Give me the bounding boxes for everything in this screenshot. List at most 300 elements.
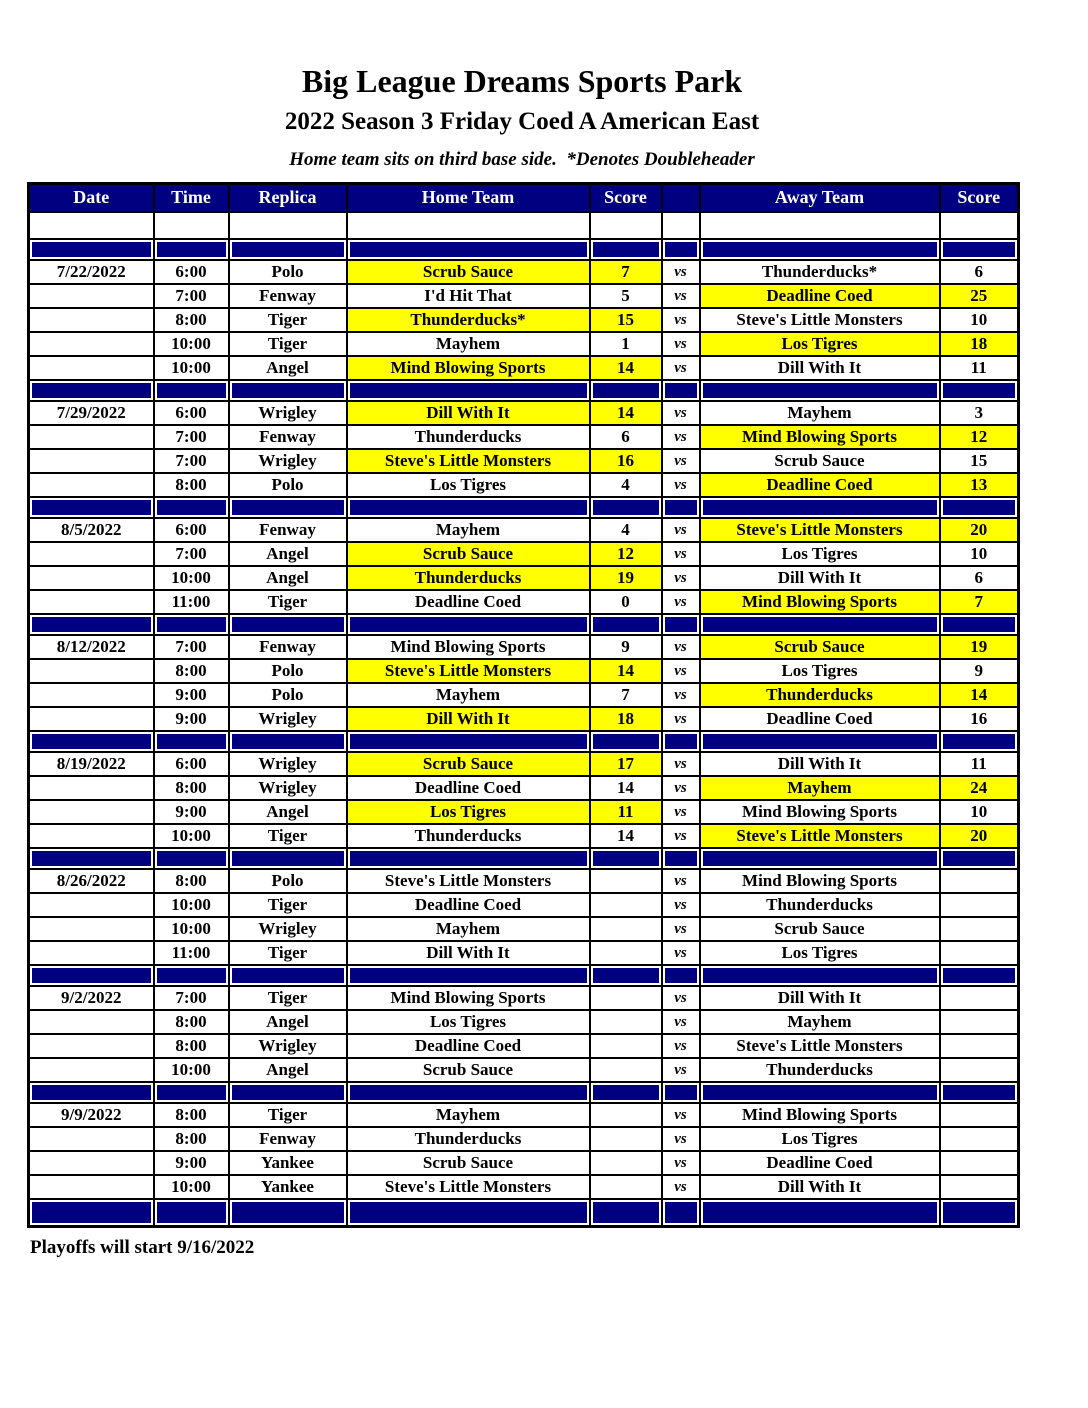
away-score-cell: 10	[940, 308, 1019, 332]
separator-cell	[940, 965, 1019, 986]
away-team-cell: Thunderducks	[700, 893, 940, 917]
home-score-cell: 14	[590, 776, 662, 800]
vs-label: vs	[662, 635, 700, 659]
away-score-cell	[940, 986, 1019, 1010]
home-team-cell: Scrub Sauce	[347, 1151, 590, 1175]
vs-label: vs	[662, 941, 700, 965]
separator-row	[29, 1199, 1019, 1226]
home-score-cell: 15	[590, 308, 662, 332]
home-team-cell: Thunderducks	[347, 824, 590, 848]
away-score-cell: 6	[940, 566, 1019, 590]
game-row	[29, 800, 1019, 824]
vs-label: vs	[662, 824, 700, 848]
replica-cell: Angel	[229, 1010, 347, 1034]
replica-cell: Fenway	[229, 425, 347, 449]
time-cell: 7:00	[154, 635, 229, 659]
home-team-cell: Scrub Sauce	[347, 542, 590, 566]
away-score-cell	[940, 941, 1019, 965]
away-score-cell	[940, 1151, 1019, 1175]
game-row	[29, 401, 1019, 425]
game-row	[29, 1127, 1019, 1151]
separator-row	[29, 731, 1019, 752]
home-team-cell: Deadline Coed	[347, 776, 590, 800]
replica-cell: Tiger	[229, 332, 347, 356]
replica-cell: Tiger	[229, 986, 347, 1010]
vs-label: vs	[662, 1103, 700, 1127]
home-score-cell: 14	[590, 401, 662, 425]
home-score-cell	[590, 1034, 662, 1058]
time-cell: 6:00	[154, 518, 229, 542]
schedule-table-body	[29, 212, 1019, 1226]
home-score-cell: 7	[590, 683, 662, 707]
time-cell: 10:00	[154, 893, 229, 917]
separator-row	[29, 965, 1019, 986]
separator-cell	[29, 239, 154, 260]
game-row	[29, 869, 1019, 893]
away-team-cell: Deadline Coed	[700, 284, 940, 308]
separator-cell	[940, 731, 1019, 752]
away-score-cell: 10	[940, 542, 1019, 566]
date-cell	[29, 659, 154, 683]
vs-label: vs	[662, 1034, 700, 1058]
replica-cell: Wrigley	[229, 449, 347, 473]
separator-cell	[229, 731, 347, 752]
separator-cell	[940, 239, 1019, 260]
date-cell	[29, 308, 154, 332]
date-cell	[29, 542, 154, 566]
date-cell	[29, 356, 154, 380]
replica-cell: Tiger	[229, 1103, 347, 1127]
away-score-cell: 24	[940, 776, 1019, 800]
separator-cell	[347, 965, 590, 986]
game-row	[29, 356, 1019, 380]
separator-row	[29, 614, 1019, 635]
date-cell: 8/26/2022	[29, 869, 154, 893]
away-score-cell: 12	[940, 425, 1019, 449]
time-cell: 10:00	[154, 917, 229, 941]
replica-cell: Wrigley	[229, 776, 347, 800]
column-header-time: Time	[154, 183, 229, 212]
replica-cell: Wrigley	[229, 707, 347, 731]
away-team-cell: Steve's Little Monsters	[700, 518, 940, 542]
vs-label: vs	[662, 1175, 700, 1199]
column-header-date: Date	[29, 183, 154, 212]
replica-cell: Wrigley	[229, 752, 347, 776]
home-score-cell	[590, 893, 662, 917]
separator-row	[29, 380, 1019, 401]
date-cell	[29, 284, 154, 308]
vs-label: vs	[662, 356, 700, 380]
date-cell: 8/12/2022	[29, 635, 154, 659]
replica-cell: Tiger	[229, 941, 347, 965]
separator-cell	[590, 1082, 662, 1103]
separator-cell	[662, 239, 700, 260]
home-score-cell: 19	[590, 566, 662, 590]
separator-cell	[154, 614, 229, 635]
schedule-table	[27, 182, 1020, 1228]
separator-cell	[662, 1082, 700, 1103]
separator-cell	[662, 965, 700, 986]
page-title: Big League Dreams Sports Park	[301, 63, 743, 99]
column-header-home-team: Home Team	[347, 183, 590, 212]
date-cell	[29, 1010, 154, 1034]
home-team-cell: Mind Blowing Sports	[347, 986, 590, 1010]
home-team-cell: Steve's Little Monsters	[347, 659, 590, 683]
away-score-cell: 11	[940, 752, 1019, 776]
home-team-cell: I'd Hit That	[347, 284, 590, 308]
vs-label: vs	[662, 566, 700, 590]
blank-cell	[154, 212, 229, 239]
home-score-cell	[590, 1127, 662, 1151]
blank-cell	[662, 212, 700, 239]
blank-row	[29, 212, 1019, 239]
separator-cell	[700, 965, 940, 986]
home-team-cell: Deadline Coed	[347, 590, 590, 614]
vs-label: vs	[662, 284, 700, 308]
away-team-cell: Dill With It	[700, 752, 940, 776]
away-score-cell: 18	[940, 332, 1019, 356]
away-score-cell: 7	[940, 590, 1019, 614]
vs-label: vs	[662, 893, 700, 917]
date-cell	[29, 707, 154, 731]
time-cell: 8:00	[154, 1010, 229, 1034]
away-team-cell: Scrub Sauce	[700, 917, 940, 941]
separator-cell	[154, 497, 229, 518]
separator-cell	[700, 848, 940, 869]
separator-cell	[154, 965, 229, 986]
date-cell: 8/5/2022	[29, 518, 154, 542]
game-row	[29, 986, 1019, 1010]
separator-cell	[347, 239, 590, 260]
home-score-cell	[590, 1058, 662, 1082]
vs-label: vs	[662, 590, 700, 614]
table-header-row	[29, 183, 1019, 212]
replica-cell: Wrigley	[229, 917, 347, 941]
date-cell	[29, 332, 154, 356]
home-team-cell: Mayhem	[347, 917, 590, 941]
vs-label: vs	[662, 332, 700, 356]
vs-label: vs	[662, 518, 700, 542]
vs-label: vs	[662, 683, 700, 707]
replica-cell: Tiger	[229, 824, 347, 848]
vs-label: vs	[662, 1058, 700, 1082]
away-score-cell: 10	[940, 800, 1019, 824]
separator-cell	[700, 380, 940, 401]
date-cell	[29, 1127, 154, 1151]
separator-row	[29, 848, 1019, 869]
game-row	[29, 683, 1019, 707]
vs-label: vs	[662, 917, 700, 941]
replica-cell: Tiger	[229, 308, 347, 332]
date-cell	[29, 1058, 154, 1082]
separator-cell	[154, 1199, 229, 1226]
separator-cell	[940, 1199, 1019, 1226]
game-row	[29, 284, 1019, 308]
doubleheader-note: Home team sits on third base side. *Denotes Doubleheader	[289, 148, 755, 170]
separator-cell	[590, 965, 662, 986]
away-score-cell	[940, 1103, 1019, 1127]
replica-cell: Tiger	[229, 893, 347, 917]
time-cell: 7:00	[154, 284, 229, 308]
home-score-cell	[590, 941, 662, 965]
vs-label: vs	[662, 800, 700, 824]
home-team-cell: Steve's Little Monsters	[347, 1175, 590, 1199]
replica-cell: Angel	[229, 542, 347, 566]
away-team-cell: Mind Blowing Sports	[700, 1103, 940, 1127]
game-row	[29, 635, 1019, 659]
date-cell	[29, 941, 154, 965]
time-cell: 8:00	[154, 308, 229, 332]
separator-cell	[229, 380, 347, 401]
away-team-cell: Mayhem	[700, 1010, 940, 1034]
time-cell: 10:00	[154, 1058, 229, 1082]
separator-cell	[29, 848, 154, 869]
game-row	[29, 917, 1019, 941]
time-cell: 11:00	[154, 941, 229, 965]
time-cell: 7:00	[154, 449, 229, 473]
vs-label: vs	[662, 1151, 700, 1175]
home-team-cell: Steve's Little Monsters	[347, 869, 590, 893]
replica-cell: Wrigley	[229, 1034, 347, 1058]
home-score-cell: 4	[590, 473, 662, 497]
away-team-cell: Mind Blowing Sports	[700, 425, 940, 449]
time-cell: 10:00	[154, 356, 229, 380]
separator-cell	[29, 497, 154, 518]
home-team-cell: Scrub Sauce	[347, 1058, 590, 1082]
game-row	[29, 1010, 1019, 1034]
separator-cell	[700, 239, 940, 260]
column-header-away-score: Score	[940, 183, 1019, 212]
date-cell	[29, 683, 154, 707]
separator-row	[29, 1082, 1019, 1103]
separator-cell	[590, 848, 662, 869]
vs-label: vs	[662, 1127, 700, 1151]
away-score-cell: 16	[940, 707, 1019, 731]
separator-cell	[229, 239, 347, 260]
replica-cell: Polo	[229, 683, 347, 707]
game-row	[29, 824, 1019, 848]
separator-cell	[590, 239, 662, 260]
replica-cell: Fenway	[229, 284, 347, 308]
vs-label: vs	[662, 401, 700, 425]
home-score-cell: 17	[590, 752, 662, 776]
replica-cell: Yankee	[229, 1151, 347, 1175]
time-cell: 9:00	[154, 707, 229, 731]
home-score-cell: 0	[590, 590, 662, 614]
time-cell: 8:00	[154, 659, 229, 683]
away-team-cell: Steve's Little Monsters	[700, 1034, 940, 1058]
vs-label: vs	[662, 542, 700, 566]
game-row	[29, 590, 1019, 614]
away-score-cell	[940, 1058, 1019, 1082]
date-cell	[29, 917, 154, 941]
vs-label: vs	[662, 776, 700, 800]
away-score-cell: 15	[940, 449, 1019, 473]
home-team-cell: Los Tigres	[347, 800, 590, 824]
separator-row	[29, 497, 1019, 518]
away-score-cell: 14	[940, 683, 1019, 707]
separator-cell	[29, 965, 154, 986]
replica-cell: Polo	[229, 473, 347, 497]
vs-label: vs	[662, 659, 700, 683]
replica-cell: Angel	[229, 566, 347, 590]
time-cell: 8:00	[154, 1034, 229, 1058]
time-cell: 7:00	[154, 425, 229, 449]
away-team-cell: Thunderducks	[700, 1058, 940, 1082]
column-header-vs	[662, 183, 700, 212]
away-score-cell	[940, 893, 1019, 917]
separator-cell	[940, 497, 1019, 518]
blank-cell	[700, 212, 940, 239]
away-team-cell: Scrub Sauce	[700, 635, 940, 659]
replica-cell: Polo	[229, 659, 347, 683]
page-subtitle: 2022 Season 3 Friday Coed A American East	[284, 108, 760, 136]
home-score-cell	[590, 986, 662, 1010]
vs-label: vs	[662, 260, 700, 284]
separator-cell	[700, 1082, 940, 1103]
separator-cell	[700, 1199, 940, 1226]
separator-cell	[229, 497, 347, 518]
separator-cell	[154, 1082, 229, 1103]
away-team-cell: Mind Blowing Sports	[700, 590, 940, 614]
replica-cell: Fenway	[229, 635, 347, 659]
date-cell	[29, 893, 154, 917]
home-score-cell: 9	[590, 635, 662, 659]
vs-label: vs	[662, 752, 700, 776]
home-team-cell: Mayhem	[347, 518, 590, 542]
home-team-cell: Los Tigres	[347, 1010, 590, 1034]
time-cell: 8:00	[154, 776, 229, 800]
game-row	[29, 260, 1019, 284]
replica-cell: Fenway	[229, 1127, 347, 1151]
away-team-cell: Los Tigres	[700, 659, 940, 683]
home-team-cell: Dill With It	[347, 707, 590, 731]
blank-cell	[229, 212, 347, 239]
home-score-cell	[590, 869, 662, 893]
home-team-cell: Mayhem	[347, 1103, 590, 1127]
separator-cell	[347, 380, 590, 401]
separator-cell	[229, 614, 347, 635]
game-row	[29, 425, 1019, 449]
date-cell	[29, 800, 154, 824]
home-score-cell	[590, 1175, 662, 1199]
home-score-cell: 11	[590, 800, 662, 824]
home-team-cell: Deadline Coed	[347, 893, 590, 917]
replica-cell: Tiger	[229, 590, 347, 614]
time-cell: 9:00	[154, 683, 229, 707]
date-cell	[29, 566, 154, 590]
home-score-cell	[590, 917, 662, 941]
replica-cell: Angel	[229, 356, 347, 380]
time-cell: 10:00	[154, 566, 229, 590]
date-cell: 7/22/2022	[29, 260, 154, 284]
replica-cell: Yankee	[229, 1175, 347, 1199]
game-row	[29, 1103, 1019, 1127]
separator-cell	[229, 1199, 347, 1226]
away-score-cell	[940, 1127, 1019, 1151]
time-cell: 9:00	[154, 800, 229, 824]
away-team-cell: Scrub Sauce	[700, 449, 940, 473]
away-score-cell: 6	[940, 260, 1019, 284]
home-team-cell: Dill With It	[347, 401, 590, 425]
away-team-cell: Mayhem	[700, 401, 940, 425]
away-score-cell: 20	[940, 824, 1019, 848]
away-team-cell: Deadline Coed	[700, 707, 940, 731]
home-team-cell: Mayhem	[347, 683, 590, 707]
home-score-cell: 14	[590, 356, 662, 380]
away-score-cell	[940, 917, 1019, 941]
vs-label: vs	[662, 308, 700, 332]
replica-cell: Polo	[229, 260, 347, 284]
separator-cell	[154, 380, 229, 401]
home-team-cell: Mind Blowing Sports	[347, 635, 590, 659]
game-row	[29, 1175, 1019, 1199]
away-team-cell: Thunderducks*	[700, 260, 940, 284]
away-score-cell: 13	[940, 473, 1019, 497]
date-cell: 9/9/2022	[29, 1103, 154, 1127]
home-score-cell: 12	[590, 542, 662, 566]
time-cell: 6:00	[154, 260, 229, 284]
time-cell: 8:00	[154, 1103, 229, 1127]
time-cell: 11:00	[154, 590, 229, 614]
replica-cell: Angel	[229, 1058, 347, 1082]
separator-cell	[940, 848, 1019, 869]
separator-cell	[662, 380, 700, 401]
date-cell	[29, 1034, 154, 1058]
separator-cell	[347, 614, 590, 635]
time-cell: 6:00	[154, 401, 229, 425]
separator-cell	[940, 380, 1019, 401]
away-team-cell: Los Tigres	[700, 1127, 940, 1151]
vs-label: vs	[662, 869, 700, 893]
date-cell: 9/2/2022	[29, 986, 154, 1010]
home-score-cell	[590, 1010, 662, 1034]
replica-cell: Polo	[229, 869, 347, 893]
away-score-cell	[940, 1010, 1019, 1034]
date-cell	[29, 425, 154, 449]
date-cell	[29, 824, 154, 848]
separator-row	[29, 239, 1019, 260]
away-score-cell: 19	[940, 635, 1019, 659]
time-cell: 8:00	[154, 1127, 229, 1151]
away-team-cell: Dill With It	[700, 566, 940, 590]
game-row	[29, 1058, 1019, 1082]
separator-cell	[29, 1199, 154, 1226]
time-cell: 10:00	[154, 1175, 229, 1199]
home-score-cell	[590, 1151, 662, 1175]
away-score-cell: 9	[940, 659, 1019, 683]
replica-cell: Angel	[229, 800, 347, 824]
away-team-cell: Mayhem	[700, 776, 940, 800]
separator-cell	[662, 848, 700, 869]
separator-cell	[662, 497, 700, 518]
vs-label: vs	[662, 425, 700, 449]
vs-label: vs	[662, 473, 700, 497]
separator-cell	[347, 848, 590, 869]
separator-cell	[590, 731, 662, 752]
home-team-cell: Thunderducks	[347, 566, 590, 590]
blank-cell	[29, 212, 154, 239]
date-cell: 7/29/2022	[29, 401, 154, 425]
game-row	[29, 1151, 1019, 1175]
home-score-cell: 6	[590, 425, 662, 449]
away-score-cell: 25	[940, 284, 1019, 308]
home-team-cell: Deadline Coed	[347, 1034, 590, 1058]
game-row	[29, 752, 1019, 776]
away-score-cell: 20	[940, 518, 1019, 542]
date-cell: 8/19/2022	[29, 752, 154, 776]
separator-cell	[347, 497, 590, 518]
